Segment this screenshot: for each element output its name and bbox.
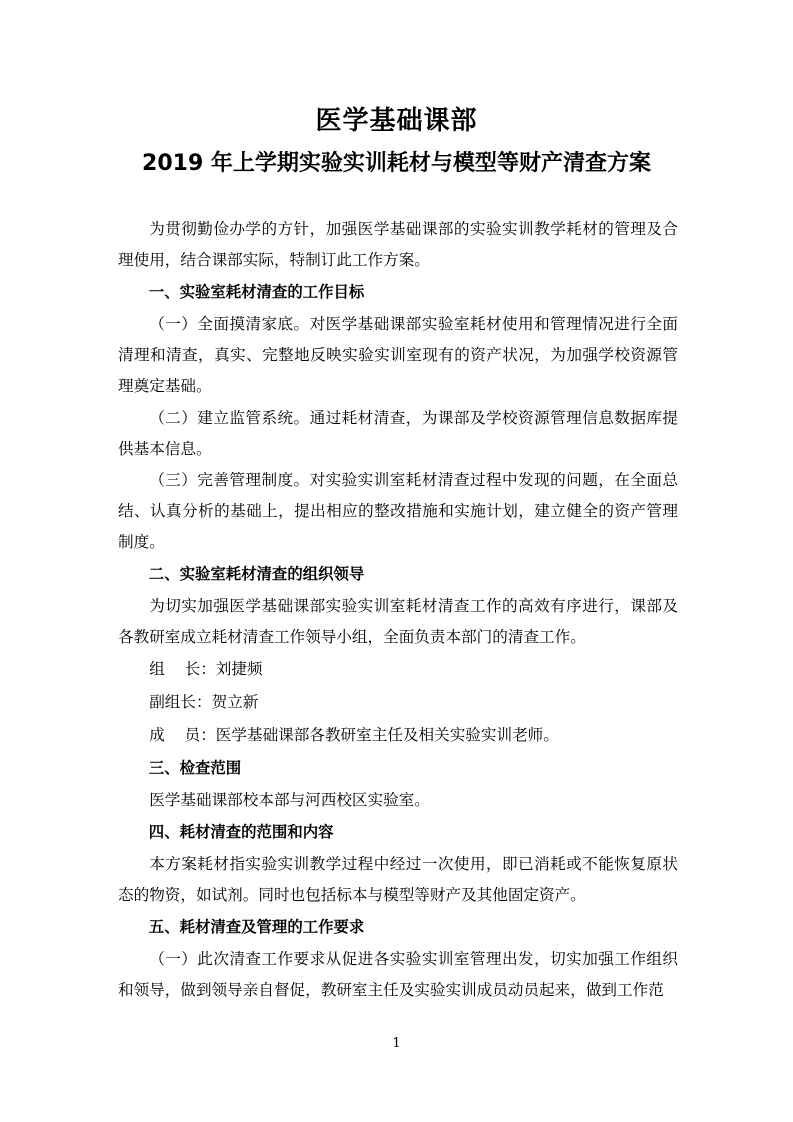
section3-heading: 三、检查范围 (148, 758, 242, 777)
document-title: 医学基础课部 (315, 106, 478, 136)
members-value: 医学基础课部各教研室主任及相关实验实训老师。 (215, 725, 559, 744)
deputy-line (118, 687, 678, 718)
document-subtitle: 2019 年上学期实验实训耗材与模型等财产清查方案 (142, 151, 651, 176)
members-line (118, 720, 678, 751)
document-body (118, 214, 678, 1007)
leader-value: 刘捷频 (215, 659, 263, 678)
section1-item-2: （二）建立监管系统。通过耗材清查，为课部及学校资源管理信息数据库提供基本信息。 (118, 408, 678, 458)
section1-item-1: （一）全面摸清家底。对医学基础课部实验室耗材使用和管理情况进行全面清理和清查，真实、完整地反映实验实训室现有的资产状况，为加强学校资源管理奠定基础。 (118, 315, 678, 395)
section3-paragraph: 医学基础课部校本部与河西校区实验室。 (149, 791, 430, 809)
section4-heading: 四、耗材清查的范围和内容 (148, 822, 334, 841)
section1-item-3: （三）完善管理制度。对实验实训室耗材清查过程中发现的问题，在全面总结、认真分析的基础上，提出相应的整改措施和实施计划，建立健全的资产管理制度。 (118, 471, 678, 551)
leader-line (118, 654, 678, 685)
section2-paragraph: 为切实加强医学基础课部实验实训室耗材清查工作的高效有序进行，课部及各教研室成立耗材清查工作领导小组，全面负责本部门的清查工作。 (118, 597, 678, 646)
deputy-value: 贺立新 (211, 692, 259, 711)
leader-label: 组 长： (149, 659, 216, 678)
section1-heading: 一、实验室耗材清查的工作目标 (148, 282, 365, 301)
section4-paragraph: 本方案耗材指实验实训教学过程中经过一次使用，即已消耗或不能恢复原状态的物资，如试剂。同时也包括标本与模型等财产及其他固定资产。 (118, 855, 678, 904)
section2-heading: 二、实验室耗材清查的组织领导 (148, 564, 365, 583)
section5-paragraph: （一）此次清查工作要求从促进各实验实训室管理出发，切实加强工作组织和领导，做到领导亲自督促，教研室主任及实验实训成员动员起来，做到工作范 (118, 950, 678, 999)
deputy-label: 副组长： (149, 692, 212, 711)
section5-heading: 五、耗材清查及管理的工作要求 (148, 917, 365, 936)
members-label: 成 员： (149, 725, 216, 744)
page-number: 1 (392, 1036, 401, 1051)
intro-paragraph: 为贯彻勤俭办学的方针，加强医学基础课部的实验实训教学耗材的管理及合理使用，结合课部实际，特制订此工作方案。 (118, 220, 678, 269)
